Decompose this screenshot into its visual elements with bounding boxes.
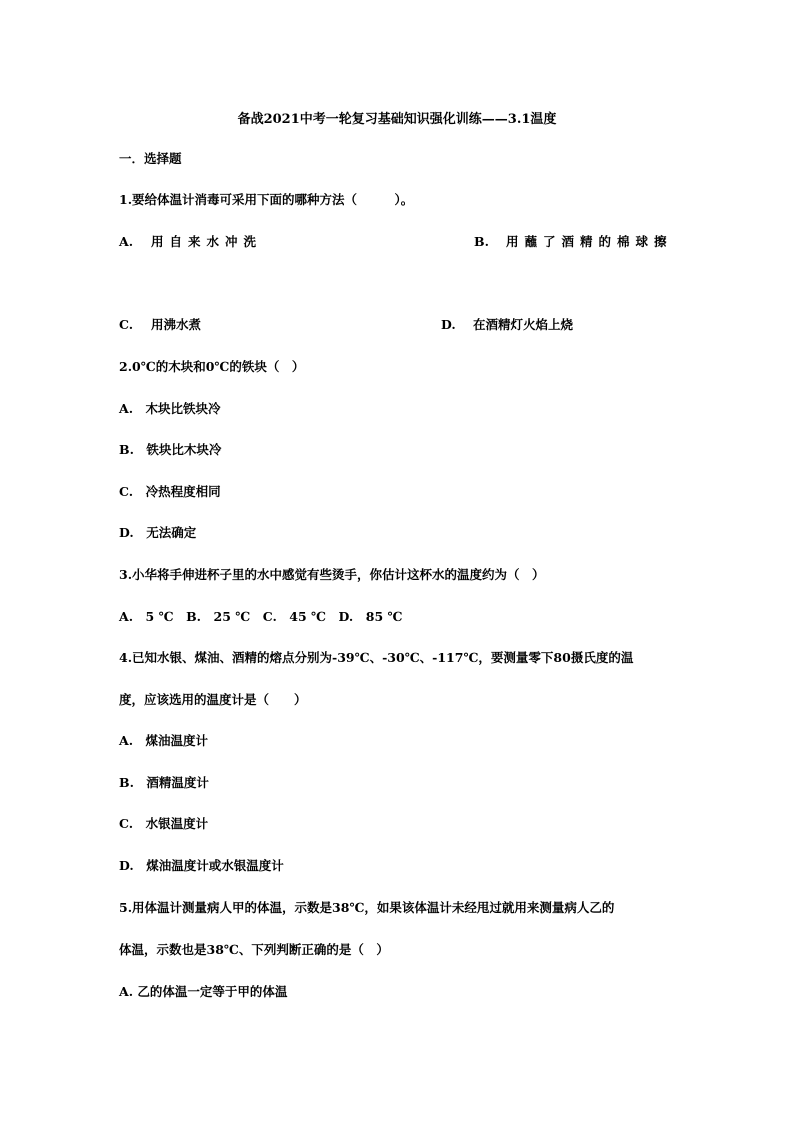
- q1-option-b: [474, 234, 673, 250]
- q4-option-c: C. 水银温度计: [119, 816, 209, 831]
- q4-option-d: D. 煤油温度计或水银温度计: [119, 858, 284, 873]
- q4-option-b: B. 酒精温度计: [119, 775, 209, 790]
- document-title: 备战2021中考一轮复习基础知识强化训练——3.1温度: [237, 112, 557, 127]
- q2-stem: 2.0℃的木块和0℃的铁块（ ）: [119, 359, 305, 374]
- q2-option-d: D. 无法确定: [119, 525, 197, 540]
- q2-option-c: C. 冷热程度相同: [119, 484, 221, 499]
- q1-option-c: [119, 317, 201, 333]
- q1-option-a-text: 用自来水冲洗: [151, 234, 263, 249]
- q2-option-a: A. 木块比铁块冷: [119, 401, 221, 416]
- q1-option-c-label: C.: [119, 317, 134, 332]
- q1-option-a: [119, 234, 262, 250]
- q1-option-c-text: 用沸水煮: [151, 317, 202, 332]
- q2-option-b: B. 铁块比木块冷: [119, 442, 222, 457]
- q1-option-d-label: D.: [441, 317, 456, 332]
- q4-option-a: A. 煤油温度计: [119, 733, 209, 748]
- q5-stem-line1: 5.用体温计测量病人甲的体温，示数是38℃，如果该体温计未经甩过就用来测量病人乙的: [119, 900, 615, 915]
- q3-options: A. 5 ℃ B. 25 ℃ C. 45 ℃ D. 85 ℃: [119, 609, 403, 624]
- q1-option-d-text: 在酒精灯火焰上烧: [473, 317, 574, 332]
- q5-stem-line2: 体温，示数也是38℃、下列判断正确的是（ ）: [119, 942, 389, 957]
- q1-option-d: [441, 317, 573, 333]
- q1-stem: 1.要给体温计消毒可采用下面的哪种方法（ ）。: [119, 192, 414, 207]
- q1-option-b-text: 用蘸了酒精的棉球擦: [506, 234, 673, 249]
- section-heading: 一．选择题: [119, 151, 182, 166]
- q4-stem-line1: 4.已知水银、煤油、酒精的熔点分别为-39℃、-30℃、-117℃，要测量零下80摄氏度的温: [119, 650, 634, 665]
- q1-option-a-label: A.: [119, 234, 134, 249]
- q3-stem: 3.小华将手伸进杯子里的水中感觉有些烫手，你估计这杯水的温度约为（ ）: [119, 567, 545, 582]
- q1-option-b-label: B.: [474, 234, 489, 249]
- q4-stem-line2: 度，应该选用的温度计是（ ）: [119, 692, 307, 707]
- q5-option-a: A. 乙的体温一定等于甲的体温: [119, 984, 288, 999]
